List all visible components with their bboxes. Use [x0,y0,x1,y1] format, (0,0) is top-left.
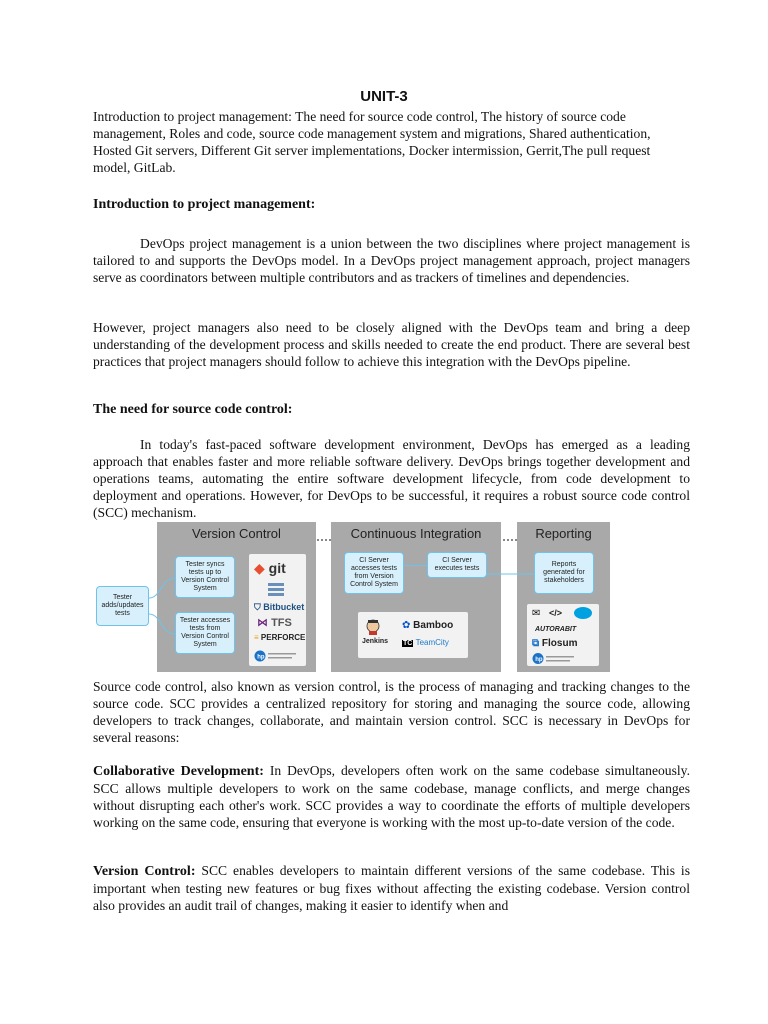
version-control-term: Version Control: [93,864,196,879]
heading-need-source-code-control: The need for source code control: [93,402,293,417]
collaborative-development-text: In DevOps, developers often work on the same codebase simultaneously. SCC allows multiple developers to work on the same codebase, manage conflicts, and merge changes without disrupting each other's work. SCC provides a way to coordinate the efforts of multiple developers working on the same code, ensuring that everyone is working with the most up-to-date version of the code. [93,763,690,830]
ci-accesses-box: CI Server accesses tests from Version Control System [344,552,404,594]
tfs-logo: ⋈ TFS [257,617,292,629]
perforce-icon: ≡ [254,633,259,642]
perforce-logo: ≡ PERFORCE [254,633,306,642]
ci-executes-box: CI Server executes tests [427,552,487,578]
heading-intro-project-management: Introduction to project management: [93,197,316,212]
intro-pm-paragraph-1: DevOps project management is a union between the two disciplines where project management is tailored to and supports the DevOps model. In a DevOps project management approach, project managers serve as coordinators between multiple contributors and as trackers of timelines and dependencies. [93,236,690,285]
intro-pm-paragraph-2: However, project managers also need to be closely aligned with the DevOps team and bring a deep understanding of the development process and skills needed to create the end product. There are several best practices that project managers should follow to achieve this integration with the DevOps pipeline. [93,320,690,369]
bitbucket-logo: ⛉ Bitbucket [254,602,305,612]
tester-accesses-box: Tester accesses tests from Version Control System [175,612,235,654]
jenkins-label: Jenkins [362,638,389,645]
autorabit-logo: AUTORABIT [535,626,577,633]
need-scc-paragraph-2: Source code control, also known as version control, is the process of managing and tracking changes to the source code. SCC provides a centralized repository for storing and managing the source code, allowing developers to track changes, collaborate, and maintain version control. SCC is necessary in DevOps for several reasons: [93,679,690,745]
version-control-text: SCC enables developers to maintain different versions of the same codebase. This is important when testing new features or bug fixes without affecting the existing codebase. Version control also provides an audit trail of changes, making it easier to identify when and [93,863,690,913]
bitbucket-icon: ⛉ [254,602,261,612]
diagram-connectors [96,522,610,674]
version-control-title: Version Control [192,526,281,541]
git-logo: ◆ git [254,560,286,576]
svg-text:hp: hp [535,657,543,663]
version-control-paragraph [93,862,690,914]
collaborative-development-paragraph [93,762,690,831]
unit-title: UNIT-3 [360,88,408,105]
teamcity-logo: TC TeamCity [403,638,449,647]
git-icon: ◆ [254,560,265,576]
bamboo-logo: ✿ Bamboo [402,620,454,631]
flosum-icon: ⧉ [532,638,540,649]
continuous-integration-title: Continuous Integration [350,526,482,541]
reporting-title: Reporting [535,526,592,541]
code-icon: </> [549,608,563,618]
collaborative-development-term: Collaborative Development: [93,764,264,779]
tester-syncs-box: Tester syncs tests up to Version Control System [175,556,235,598]
svg-text:hp: hp [257,654,265,661]
flosum-logo: ⧉ Flosum [532,638,578,649]
devops-pipeline-diagram [96,522,610,674]
teamcity-icon: TC [403,640,413,647]
topics-paragraph: Introduction to project management: The need for source code control, The history of source code management, Roles and code, source code management system and migrations, Shared authentication, Hosted Git servers, Different Git server implementations, Docker intermission, Gerrit,The pull request model, GitLab. [93,109,651,175]
tester-adds-box: Tester adds/updates tests [96,586,149,626]
mail-icon: ✉ [532,608,541,619]
visual-studio-icon: ⋈ [257,617,268,629]
bamboo-icon: ✿ [402,620,411,631]
reports-box: Reports generated for stakeholders [534,552,594,594]
need-scc-paragraph-1: In today's fast-paced software development environment, DevOps has emerged as a leading approach that enables faster and more reliable software delivery. DevOps brings together development and operations teams, automating the entire software development lifecycle, from code development to deployment and operations. However, for DevOps to be successful, it requires a robust source code control (SCC) mechanism. [93,437,690,520]
